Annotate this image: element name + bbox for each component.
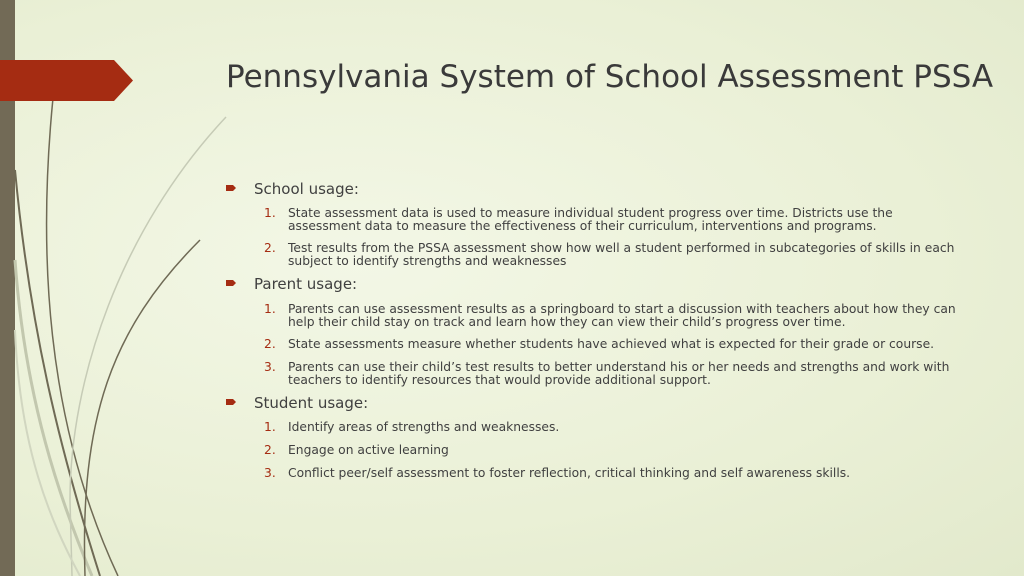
title-accent-arrow xyxy=(0,60,133,101)
item-text: Parents can use their child’s test results to better understand his or her needs and strengths and work with teachers to identify resources that would provide additional support. xyxy=(288,360,950,387)
item-text: Identify areas of strengths and weaknesses. xyxy=(288,420,560,434)
section-label: School usage: xyxy=(254,180,359,198)
item-text: State assessment data is used to measure individual student progress over time. Districts use the assessment data to measure the effectiveness of their curriculum, interventions and programs. xyxy=(288,206,893,233)
item-text: State assessments measure whether students have achieved what is expected for their grade or course. xyxy=(288,337,935,351)
item-number: 1. xyxy=(264,420,276,434)
item-text: Parents can use assessment results as a springboard to start a discussion with teachers about how they can help their child stay on track and learn how they can view their child’s progress over time. xyxy=(288,302,956,329)
section-label: Student usage: xyxy=(254,394,369,412)
item-number: 2. xyxy=(264,337,276,351)
item-text: Conflict peer/self assessment to foster reflection, critical thinking and self awareness skills. xyxy=(288,466,851,480)
item-number: 3. xyxy=(264,466,276,480)
section-label: Parent usage: xyxy=(254,275,358,293)
item-number: 1. xyxy=(264,302,276,316)
item-number: 1. xyxy=(264,206,276,220)
item-number: 3. xyxy=(264,360,276,374)
slide-title: Pennsylvania System of School Assessment PSSA xyxy=(226,59,994,95)
item-number: 2. xyxy=(264,241,276,255)
item-number: 2. xyxy=(264,443,276,457)
item-text: Engage on active learning xyxy=(288,443,449,457)
item-text: Test results from the PSSA assessment show how well a student performed in subcategories of skills in each subject to identify strengths and weaknesses xyxy=(288,241,955,268)
